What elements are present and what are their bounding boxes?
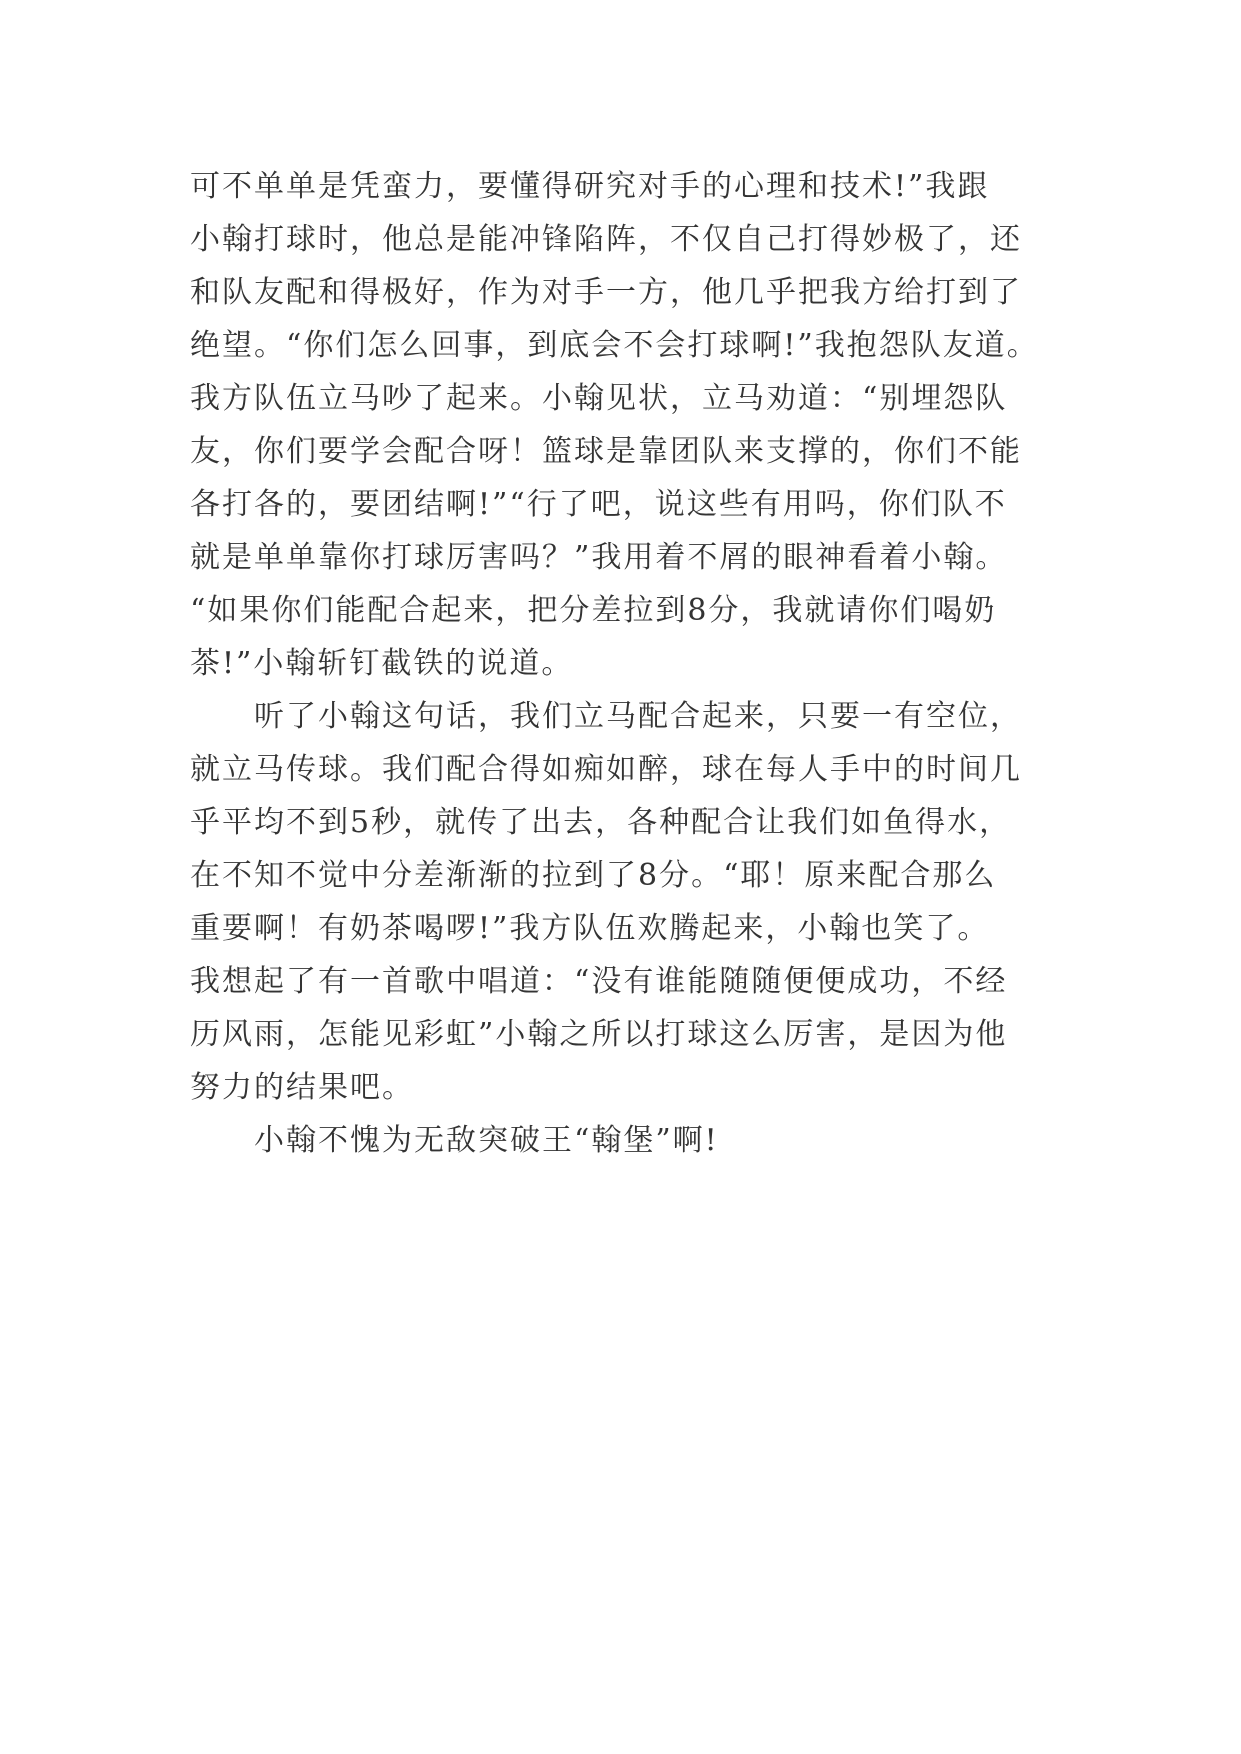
text-line: 我想起了有一首歌中唱道：“没有谁能随随便便成功，不经 (190, 964, 1008, 999)
text-line: 就是单单靠你打球厉害吗？”我用着不屑的眼神看着小翰。 (190, 540, 1008, 575)
text-line: 和队友配和得极好，作为对手一方，他几乎把我方给打到了 (190, 275, 1022, 310)
paragraph-start-line: 小翰不愧为无敌突破王“翰堡”啊! (254, 1123, 719, 1158)
text-line: 就立马传球。我们配合得如痴如醉，球在每人手中的时间几 (190, 752, 1022, 787)
text-line: 茶!”小翰斩钉截铁的说道。 (190, 646, 574, 681)
text-line: 乎平均不到5秒，就传了出去，各种配合让我们如鱼得水， (190, 805, 1012, 840)
body-text (190, 160, 1050, 1167)
text-line: 可不单单是凭蛮力，要懂得研究对手的心理和技术!”我跟 (190, 169, 990, 204)
text-line: 在不知不觉中分差渐渐的拉到了8分。“耶！原来配合那么 (190, 858, 997, 893)
text-line: “如果你们能配合起来，把分差拉到8分，我就请你们喝奶 (190, 593, 997, 628)
text-line: 小翰打球时，他总是能冲锋陷阵，不仅自己打得妙极了，还 (190, 222, 1022, 257)
text-line: 重要啊！有奶茶喝啰!”我方队伍欢腾起来，小翰也笑了。 (190, 911, 990, 946)
text-line: 我方队伍立马吵了起来。小翰见状，立马劝道：“别埋怨队 (190, 381, 1008, 416)
paragraph-start-line: 听了小翰这句话，我们立马配合起来，只要一有空位， (254, 699, 1022, 734)
text-line: 绝望。“你们怎么回事，到底会不会打球啊!”我抱怨队友道。 (190, 328, 1039, 363)
text-line: 友，你们要学会配合呀！篮球是靠团队来支撑的，你们不能 (190, 434, 1022, 469)
text-line: 努力的结果吧。 (190, 1070, 414, 1105)
text-line: 历风雨，怎能见彩虹”小翰之所以打球这么厉害，是因为他 (190, 1017, 1008, 1052)
text-line: 各打各的，要团结啊!”“行了吧，说这些有用吗，你们队不 (190, 487, 1007, 522)
